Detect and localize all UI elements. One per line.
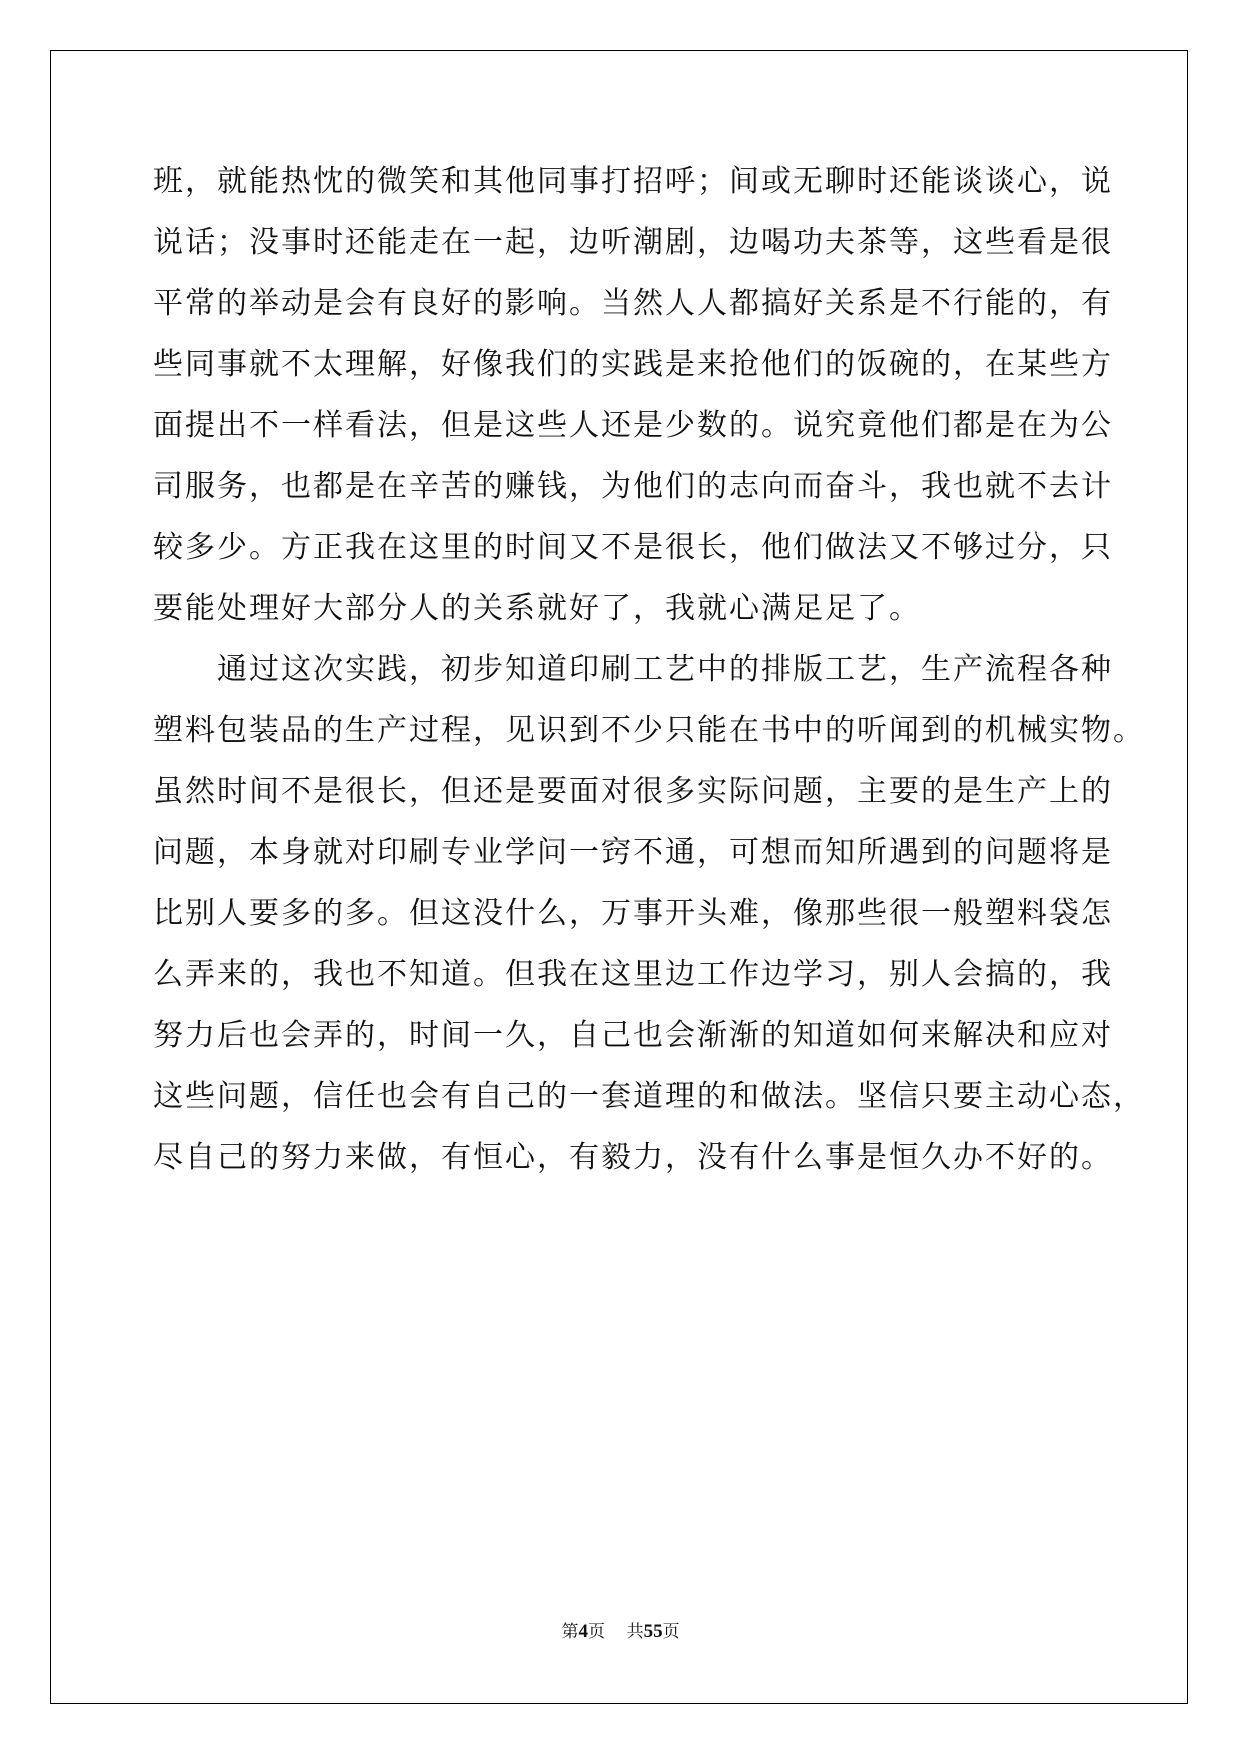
text-line: 通过这次实践，初步知道印刷工艺中的排版工艺，生产流程各种 [153, 652, 1113, 687]
text-line: 班，就能热忱的微笑和其他同事打招呼；间或无聊时还能谈谈心，说 [153, 164, 1113, 199]
document-body [153, 163, 1145, 1200]
footer-prefix: 第 [561, 1622, 579, 1642]
text-line: 塑料包装品的生产过程，见识到不少只能在书中的听闻到的机械实物。 [153, 713, 1145, 748]
text-line: 说话；没事时还能走在一起，边听潮剧，边喝功夫茶等，这些看是很 [153, 225, 1113, 260]
text-line: 要能处理好大部分人的关系就好了，我就心满足足了。 [153, 591, 921, 626]
current-page-number: 4 [578, 1621, 588, 1642]
footer-total-suffix: 页 [662, 1622, 680, 1642]
text-line: 问题，本身就对印刷专业学问一窍不通，可想而知所遇到的问题将是 [153, 835, 1113, 870]
footer-page-char: 页 [587, 1622, 605, 1642]
page-footer [0, 1617, 1241, 1643]
text-line: 面提出不一样看法，但是这些人还是少数的。说究竟他们都是在为公 [153, 408, 1113, 443]
text-line: 比别人要多的多。但这没什么，万事开头难，像那些很一般塑料袋怎 [153, 896, 1113, 931]
footer-total-prefix: 共 [626, 1622, 644, 1642]
text-line: 平常的举动是会有良好的影响。当然人人都搞好关系是不行能的，有 [153, 286, 1113, 321]
text-line: 尽自己的努力来做，有恒心，有毅力，没有什么事是恒久办不好的。 [153, 1140, 1113, 1175]
text-line: 司服务，也都是在辛苦的赚钱，为他们的志向而奋斗，我也就不去计 [153, 469, 1113, 504]
text-line: 些同事就不太理解，好像我们的实践是来抢他们的饭碗的，在某些方 [153, 347, 1113, 382]
total-pages-number: 55 [643, 1621, 663, 1642]
text-line: 么弄来的，我也不知道。但我在这里边工作边学习，别人会搞的，我 [153, 957, 1113, 992]
text-line: 这些问题，信任也会有自己的一套道理的和做法。坚信只要主动心态， [153, 1079, 1145, 1114]
text-line: 虽然时间不是很长，但还是要面对很多实际问题，主要的是生产上的 [153, 774, 1113, 809]
text-line: 较多少。方正我在这里的时间又不是很长，他们做法又不够过分，只 [153, 530, 1113, 565]
text-line: 努力后也会弄的，时间一久，自己也会渐渐的知道如何来解决和应对 [153, 1018, 1113, 1053]
